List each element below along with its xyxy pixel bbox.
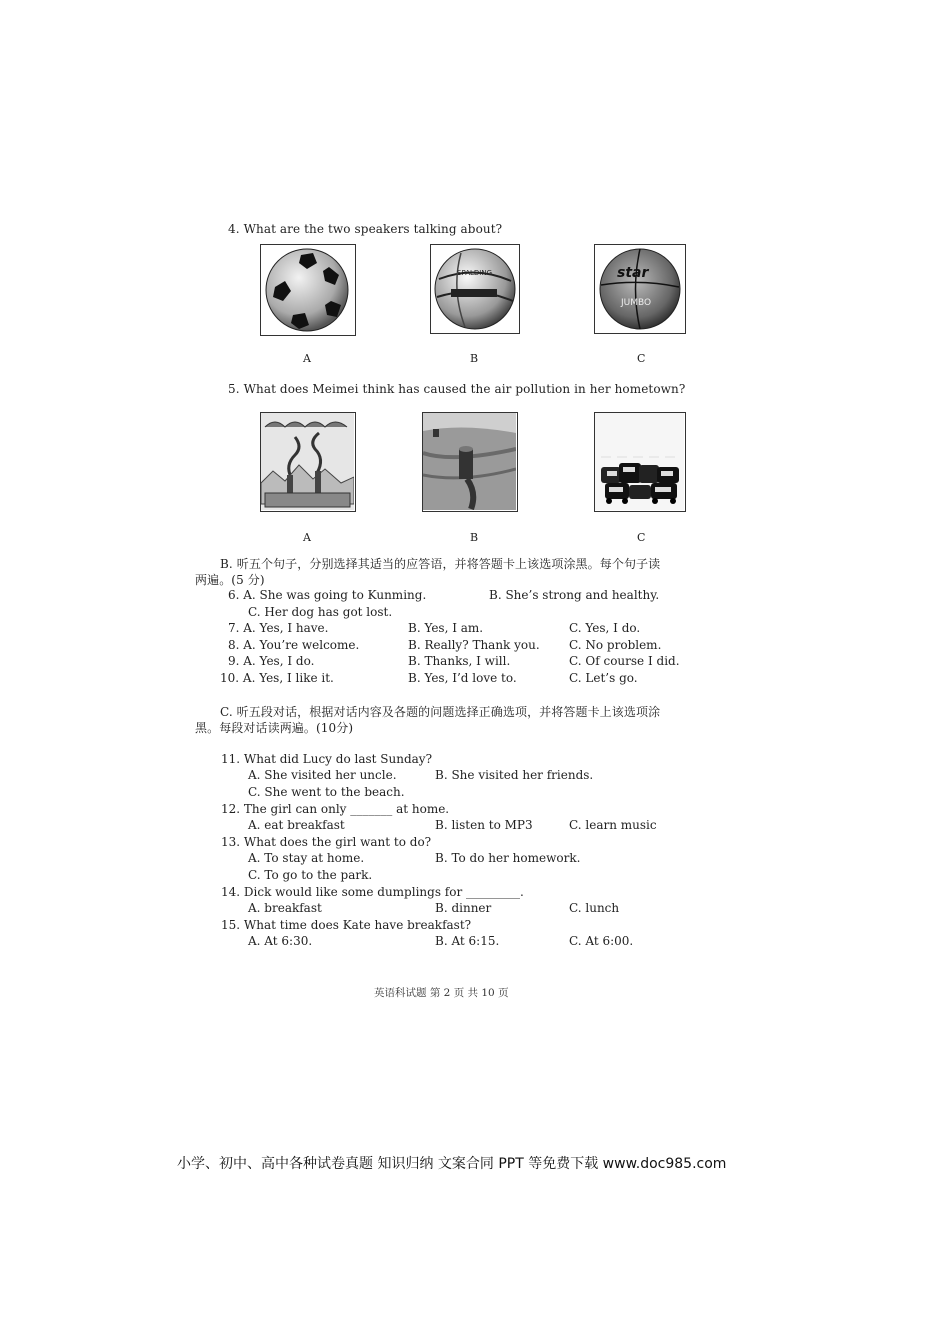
q9-option-b: B. Thanks, I will. xyxy=(408,654,511,668)
q13-stem: 13. What does the girl want to do? xyxy=(221,835,432,849)
q10-option-b: B. Yes, I’d love to. xyxy=(408,671,517,685)
q8-option-a: 8. A. You’re welcome. xyxy=(228,638,360,652)
factory-smoke-icon xyxy=(261,413,354,510)
q12-option-c: C. learn music xyxy=(569,818,657,832)
q4-label-b: B xyxy=(470,352,479,365)
volleyball-icon xyxy=(431,245,518,332)
tree-stump-icon xyxy=(423,413,516,510)
q6-option-c: C. Her dog has got lost. xyxy=(248,605,393,619)
traffic-jam-icon xyxy=(595,413,684,510)
q6-option-a: 6. A. She was going to Kunming. xyxy=(228,588,427,602)
q12-option-a: A. eat breakfast xyxy=(248,818,345,832)
soccer-ball-icon xyxy=(261,245,354,334)
q5-option-c-image xyxy=(594,412,686,512)
question-5-stem: 5. What does Meimei think has caused the air pollution in her hometown? xyxy=(228,382,686,396)
q7-option-a: 7. A. Yes, I have. xyxy=(228,621,329,635)
q5-option-b-image xyxy=(422,412,518,512)
q13-option-c: C. To go to the park. xyxy=(248,868,373,882)
q5-option-a-image xyxy=(260,412,356,512)
q13-option-b: B. To do her homework. xyxy=(435,851,581,865)
q14-stem: 14. Dick would like some dumplings for _________. xyxy=(221,885,524,899)
q15-option-b: B. At 6:15. xyxy=(435,934,500,948)
q11-option-b: B. She visited her friends. xyxy=(435,768,594,782)
q13-option-a: A. To stay at home. xyxy=(248,851,365,865)
q5-label-a: A xyxy=(303,531,311,544)
page-number-footer: 英语科试题 第 2 页 共 10 页 xyxy=(374,987,509,999)
q5-label-b: B xyxy=(470,531,479,544)
q9-option-c: C. Of course I did. xyxy=(569,654,680,668)
q14-option-a: A. breakfast xyxy=(248,901,322,915)
q4-label-c: C xyxy=(637,352,646,365)
part-b-heading-line2: 两遍。(5 分) xyxy=(195,573,265,587)
q10-option-a: 10. A. Yes, I like it. xyxy=(220,671,334,685)
q8-option-c: C. No problem. xyxy=(569,638,662,652)
q11-option-a: A. She visited her uncle. xyxy=(248,768,397,782)
question-4-stem: 4. What are the two speakers talking about? xyxy=(228,222,503,236)
q11-option-c: C. She went to the beach. xyxy=(248,785,405,799)
basketball-model-text: JUMBO xyxy=(621,298,652,308)
q5-label-c: C xyxy=(637,531,646,544)
q12-stem: 12. The girl can only _______ at home. xyxy=(221,802,450,816)
q15-option-a: A. At 6:30. xyxy=(248,934,313,948)
q4-option-b-image xyxy=(430,244,520,334)
q4-option-a-image xyxy=(260,244,356,336)
q12-option-b: B. listen to MP3 xyxy=(435,818,533,832)
q7-option-c: C. Yes, I do. xyxy=(569,621,641,635)
volleyball-brand-text: SPALDING xyxy=(457,269,493,277)
q8-option-b: B. Really? Thank you. xyxy=(408,638,540,652)
q7-option-b: B. Yes, I am. xyxy=(408,621,484,635)
q6-option-b: B. She’s strong and healthy. xyxy=(489,588,660,602)
part-c-heading-line2: 黑。每段对话读两遍。(10分) xyxy=(195,721,354,735)
q14-option-c: C. lunch xyxy=(569,901,620,915)
basketball-icon xyxy=(595,245,684,332)
basketball-brand-text: star xyxy=(617,265,649,281)
q4-option-c-image xyxy=(594,244,686,334)
q11-stem: 11. What did Lucy do last Sunday? xyxy=(221,752,433,766)
q15-stem: 15. What time does Kate have breakfast? xyxy=(221,918,472,932)
q10-option-c: C. Let’s go. xyxy=(569,671,638,685)
q4-label-a: A xyxy=(303,352,311,365)
q14-option-b: B. dinner xyxy=(435,901,492,915)
promo-footer: 小学、初中、高中各种试卷真题 知识归纳 文案合同 PPT 等免费下载 www.doc985.com xyxy=(177,1156,727,1172)
part-b-heading-line1: B. 听五个句子，分别选择其适当的应答语，并将答题卡上该选项涂黑。每个句子读 xyxy=(220,557,661,571)
part-c-heading-line1: C. 听五段对话，根据对话内容及各题的问题选择正确选项，并将答题卡上该选项涂 xyxy=(220,705,661,719)
q15-option-c: C. At 6:00. xyxy=(569,934,634,948)
q9-option-a: 9. A. Yes, I do. xyxy=(228,654,315,668)
